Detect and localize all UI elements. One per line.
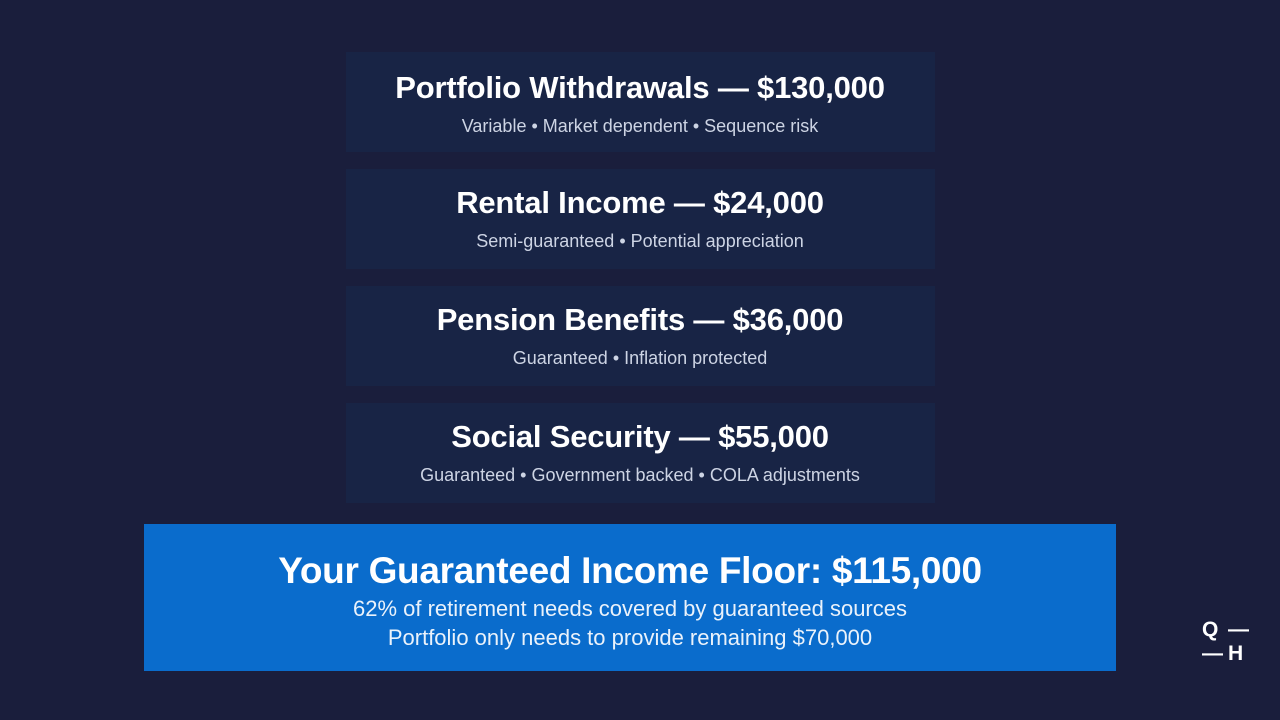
income-tier-social-security — [346, 403, 935, 503]
income-tier-pension-benefits — [346, 286, 935, 386]
tier-subtitle: Variable • Market dependent • Sequence risk — [461, 116, 819, 136]
logo-letter-h: H — [1228, 642, 1244, 665]
tier-subtitle: Semi-guaranteed • Potential appreciation — [476, 231, 804, 251]
floor-detail-line-2: Portfolio only needs to provide remaining $70,000 — [387, 625, 873, 650]
tier-subtitle: Guaranteed • Government backed • COLA adjustments — [420, 465, 860, 485]
income-tier-stack — [0, 52, 1280, 520]
tier-title: Social Security — $55,000 — [451, 419, 829, 454]
income-tier-rental-income — [346, 169, 935, 269]
tier-title: Portfolio Withdrawals — $130,000 — [395, 70, 885, 105]
floor-title: Your Guaranteed Income Floor: $115,000 — [278, 550, 982, 591]
brand-logo — [1202, 618, 1254, 666]
tier-subtitle: Guaranteed • Inflation protected — [512, 348, 768, 368]
floor-detail-line-1: 62% of retirement needs covered by guaranteed sources — [353, 596, 907, 621]
income-tier-portfolio-withdrawals — [346, 52, 935, 152]
logo-dash-top-icon: — — [1228, 618, 1249, 641]
logo-letter-q: Q — [1202, 618, 1219, 641]
logo-dash-bottom-icon: — — [1202, 642, 1223, 665]
tier-title: Pension Benefits — $36,000 — [436, 302, 844, 337]
guaranteed-income-floor-banner — [144, 524, 1116, 671]
tier-title: Rental Income — $24,000 — [456, 185, 824, 220]
